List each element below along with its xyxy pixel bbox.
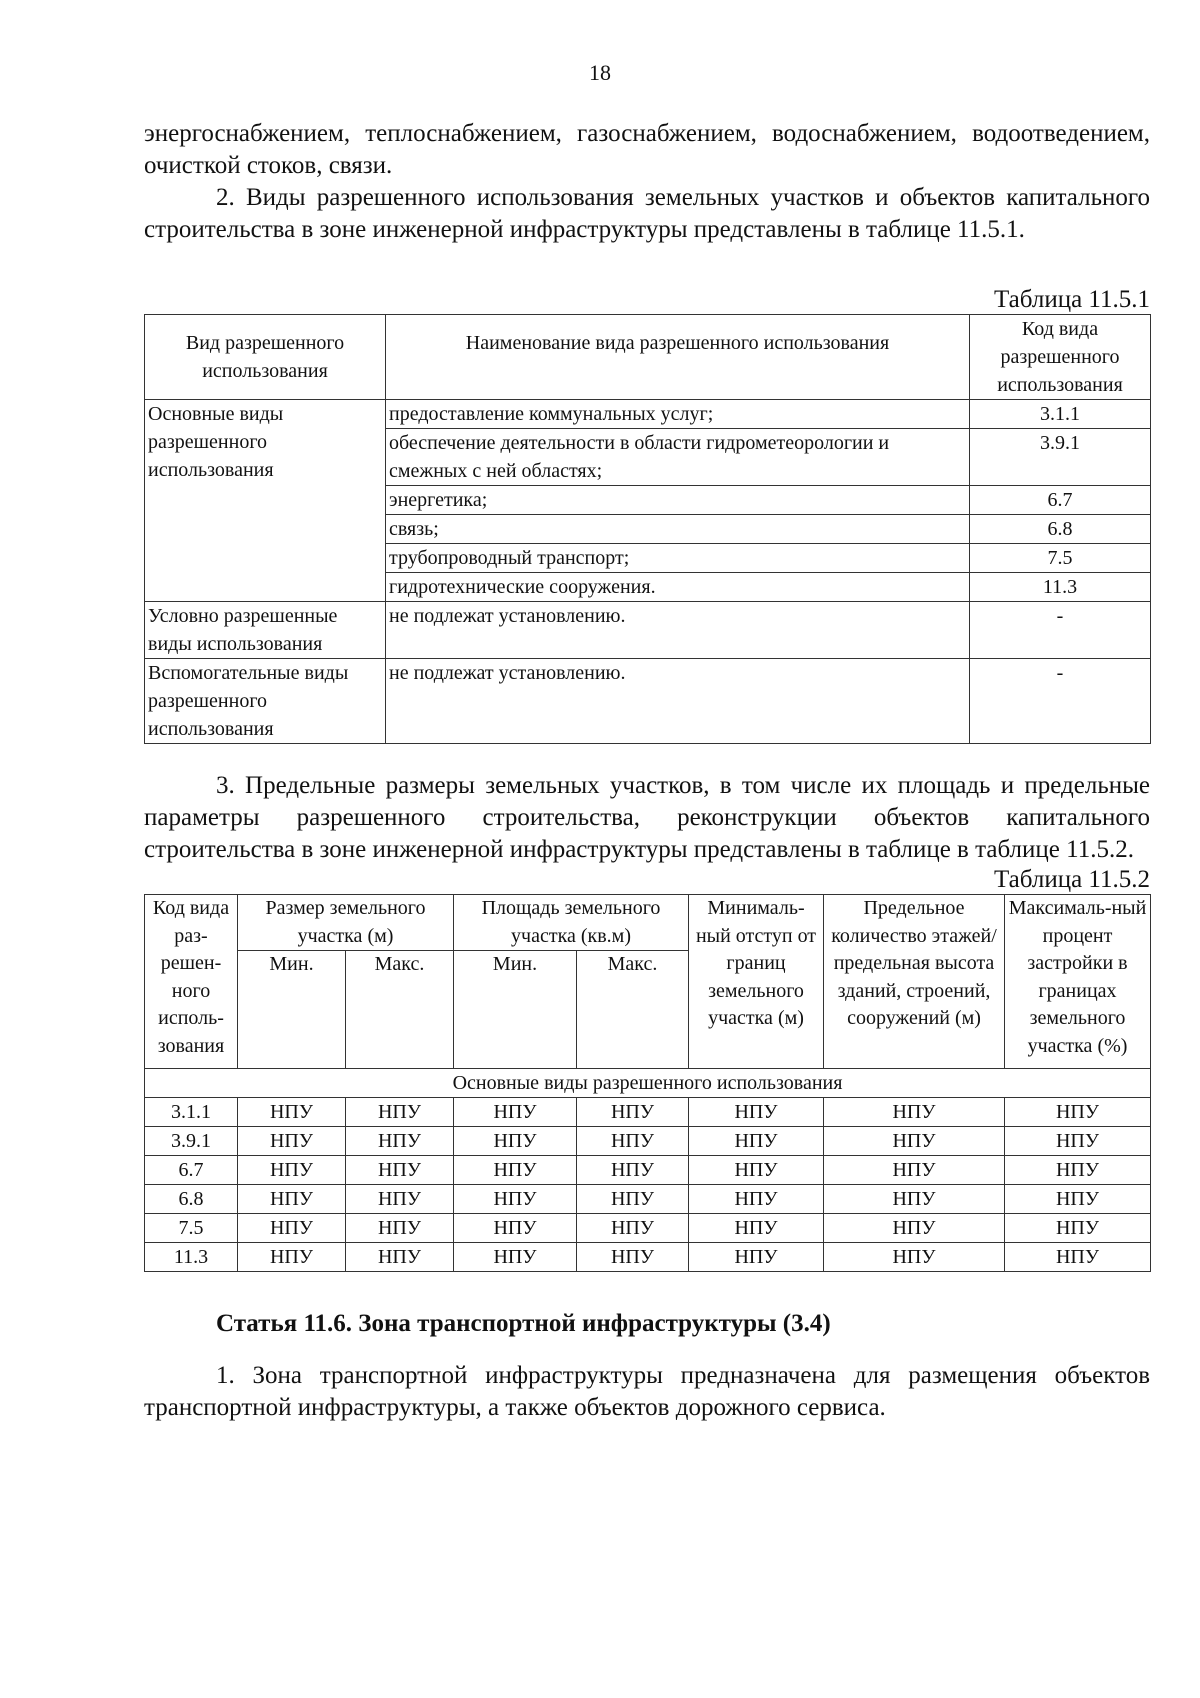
- table-row: [145, 1185, 1151, 1214]
- table2-cell: НПУ: [454, 1243, 577, 1272]
- table1-group-auxiliary: Вспомогательные виды разрешенного использования: [145, 659, 386, 744]
- table2-cell: НПУ: [577, 1185, 689, 1214]
- table2-cell: НПУ: [238, 1243, 346, 1272]
- table1-cell-name: предоставление коммунальных услуг;: [386, 400, 970, 429]
- table-row: [145, 1156, 1151, 1185]
- table2-header-code: Код вида раз-решен-ного исполь-зования: [145, 895, 238, 1069]
- table2-cell: НПУ: [238, 1098, 346, 1127]
- table-row: [145, 1098, 1151, 1127]
- table-row: [145, 400, 1151, 429]
- table2-header-size-min: Мин.: [238, 951, 346, 1069]
- table2-cell: НПУ: [577, 1098, 689, 1127]
- paragraph-2: 2. Виды разрешенного использования земельных участков и объектов капитального строительства в зоне инженерной инфраструктуры представлены в таблице 11.5.1.: [144, 184, 1150, 243]
- table2-cell: НПУ: [346, 1127, 454, 1156]
- table2-header-size: Размер земельного участка (м): [238, 895, 454, 951]
- table2-header-floors: Предельное количество этажей/ предельная высота зданий, строений, сооружений (м): [824, 895, 1005, 1069]
- table2-header-area-max: Макс.: [577, 951, 689, 1069]
- table1-header-code: Код вида разрешенного использования: [970, 315, 1151, 400]
- table2-cell: НПУ: [238, 1185, 346, 1214]
- table1-cell-code: 3.9.1: [970, 429, 1151, 486]
- table2-cell: НПУ: [454, 1185, 577, 1214]
- table2-cell: НПУ: [238, 1214, 346, 1243]
- table2-cell: НПУ: [454, 1214, 577, 1243]
- table2-cell: НПУ: [346, 1185, 454, 1214]
- table2-cell-code: 3.9.1: [145, 1127, 238, 1156]
- table2-cell: НПУ: [689, 1156, 824, 1185]
- table1-cell-code: -: [970, 659, 1151, 744]
- table2-cell: НПУ: [1005, 1243, 1151, 1272]
- table2-cell: НПУ: [238, 1156, 346, 1185]
- table2-cell-code: 6.8: [145, 1185, 238, 1214]
- table2-cell: НПУ: [1005, 1156, 1151, 1185]
- table1-cell-name: связь;: [386, 515, 970, 544]
- table2-cell: НПУ: [346, 1098, 454, 1127]
- document-body: [144, 118, 1150, 1424]
- table2-section-row: [145, 1069, 1151, 1098]
- table2-cell-code: 7.5: [145, 1214, 238, 1243]
- table2-header-setback: Минималь-ный отступ от границ земельного участка (м): [689, 895, 824, 1069]
- table2-cell: НПУ: [824, 1243, 1005, 1272]
- table2-cell: НПУ: [824, 1127, 1005, 1156]
- table1-header-kind: Вид разрешенного использования: [145, 315, 386, 400]
- table2-cell: НПУ: [454, 1127, 577, 1156]
- table2-section-label: Основные виды разрешенного использования: [145, 1069, 1151, 1098]
- table2-cell: НПУ: [689, 1185, 824, 1214]
- table1-cell-name: не подлежат установлению.: [386, 602, 970, 659]
- table2-cell: НПУ: [577, 1156, 689, 1185]
- table-row: [145, 1127, 1151, 1156]
- table2-cell: НПУ: [346, 1214, 454, 1243]
- table1-cell-name: обеспечение деятельности в области гидрометеорологии и смежных с ней областях;: [386, 429, 970, 486]
- table2-header-size-max: Макс.: [346, 951, 454, 1069]
- table2-cell: НПУ: [577, 1214, 689, 1243]
- table2-cell: НПУ: [577, 1127, 689, 1156]
- table2-cell: НПУ: [824, 1156, 1005, 1185]
- table2-header-coverage: Максималь-ный процент застройки в границах земельного участка (%): [1005, 895, 1151, 1069]
- page-number: 18: [589, 60, 611, 85]
- table2-header-area-min: Мин.: [454, 951, 577, 1069]
- table2-cell: НПУ: [454, 1098, 577, 1127]
- table2-cell: НПУ: [1005, 1098, 1151, 1127]
- table2-cell: НПУ: [824, 1214, 1005, 1243]
- paragraph-3: 3. Предельные размеры земельных участков, в том числе их площадь и предельные параметры разрешенного строительства, реконструкции объектов капитального строительства в зоне инженерной инфраструктуры представлены в таблице в таблице 11.5.2.: [144, 772, 1150, 863]
- table2-cell: НПУ: [689, 1243, 824, 1272]
- table-row: [145, 602, 1151, 659]
- table-row: [145, 1243, 1151, 1272]
- table2-cell: НПУ: [454, 1156, 577, 1185]
- table2-cell: НПУ: [689, 1098, 824, 1127]
- table2-cell: НПУ: [824, 1185, 1005, 1214]
- table2-cell: НПУ: [689, 1127, 824, 1156]
- table2-cell-code: 11.3: [145, 1243, 238, 1272]
- table2-cell-code: 6.7: [145, 1156, 238, 1185]
- table1-cell-code: 11.3: [970, 573, 1151, 602]
- paragraph-continuation: энергоснабжением, теплоснабжением, газоснабжением, водоснабжением, водоотведением, очисткой стоков, связи.: [144, 120, 1150, 179]
- table1-group-conditional: Условно разрешенные виды использования: [145, 602, 386, 659]
- table1-cell-name: трубопроводный транспорт;: [386, 544, 970, 573]
- table1-cell-code: 6.7: [970, 486, 1151, 515]
- table-11-5-1: [144, 314, 1151, 744]
- table1-group-main: Основные виды разрешенного использования: [145, 400, 386, 602]
- paragraph-4: 1. Зона транспортной инфраструктуры предназначена для размещения объектов транспортной инфраструктуры, а также объектов дорожного сервиса.: [144, 1362, 1150, 1421]
- table2-cell: НПУ: [1005, 1214, 1151, 1243]
- table2-cell: НПУ: [1005, 1185, 1151, 1214]
- table1-cell-name: не подлежат установлению.: [386, 659, 970, 744]
- table2-cell: НПУ: [577, 1243, 689, 1272]
- table-11-5-2: [144, 894, 1151, 1272]
- table1-caption: Таблица 11.5.1: [994, 286, 1150, 313]
- table2-cell: НПУ: [824, 1098, 1005, 1127]
- table2-cell: НПУ: [689, 1214, 824, 1243]
- table-row: [145, 659, 1151, 744]
- table1-cell-code: 6.8: [970, 515, 1151, 544]
- table1-header-name: Наименование вида разрешенного использования: [386, 315, 970, 400]
- table2-caption: Таблица 11.5.2: [994, 866, 1150, 893]
- table2-header-area: Площадь земельного участка (кв.м): [454, 895, 689, 951]
- table1-header-row: [145, 315, 1151, 400]
- table1-cell-code: 7.5: [970, 544, 1151, 573]
- table2-cell-code: 3.1.1: [145, 1098, 238, 1127]
- table2-cell: НПУ: [238, 1127, 346, 1156]
- table2-cell: НПУ: [346, 1243, 454, 1272]
- table1-cell-code: -: [970, 602, 1151, 659]
- table2-cell: НПУ: [346, 1156, 454, 1185]
- table1-cell-name: энергетика;: [386, 486, 970, 515]
- table2-header-row: [145, 895, 1151, 951]
- table1-cell-code: 3.1.1: [970, 400, 1151, 429]
- article-heading: Статья 11.6. Зона транспортной инфраструктуры (3.4): [216, 1310, 831, 1337]
- table-row: [145, 1214, 1151, 1243]
- table2-cell: НПУ: [1005, 1127, 1151, 1156]
- table1-cell-name: гидротехнические сооружения.: [386, 573, 970, 602]
